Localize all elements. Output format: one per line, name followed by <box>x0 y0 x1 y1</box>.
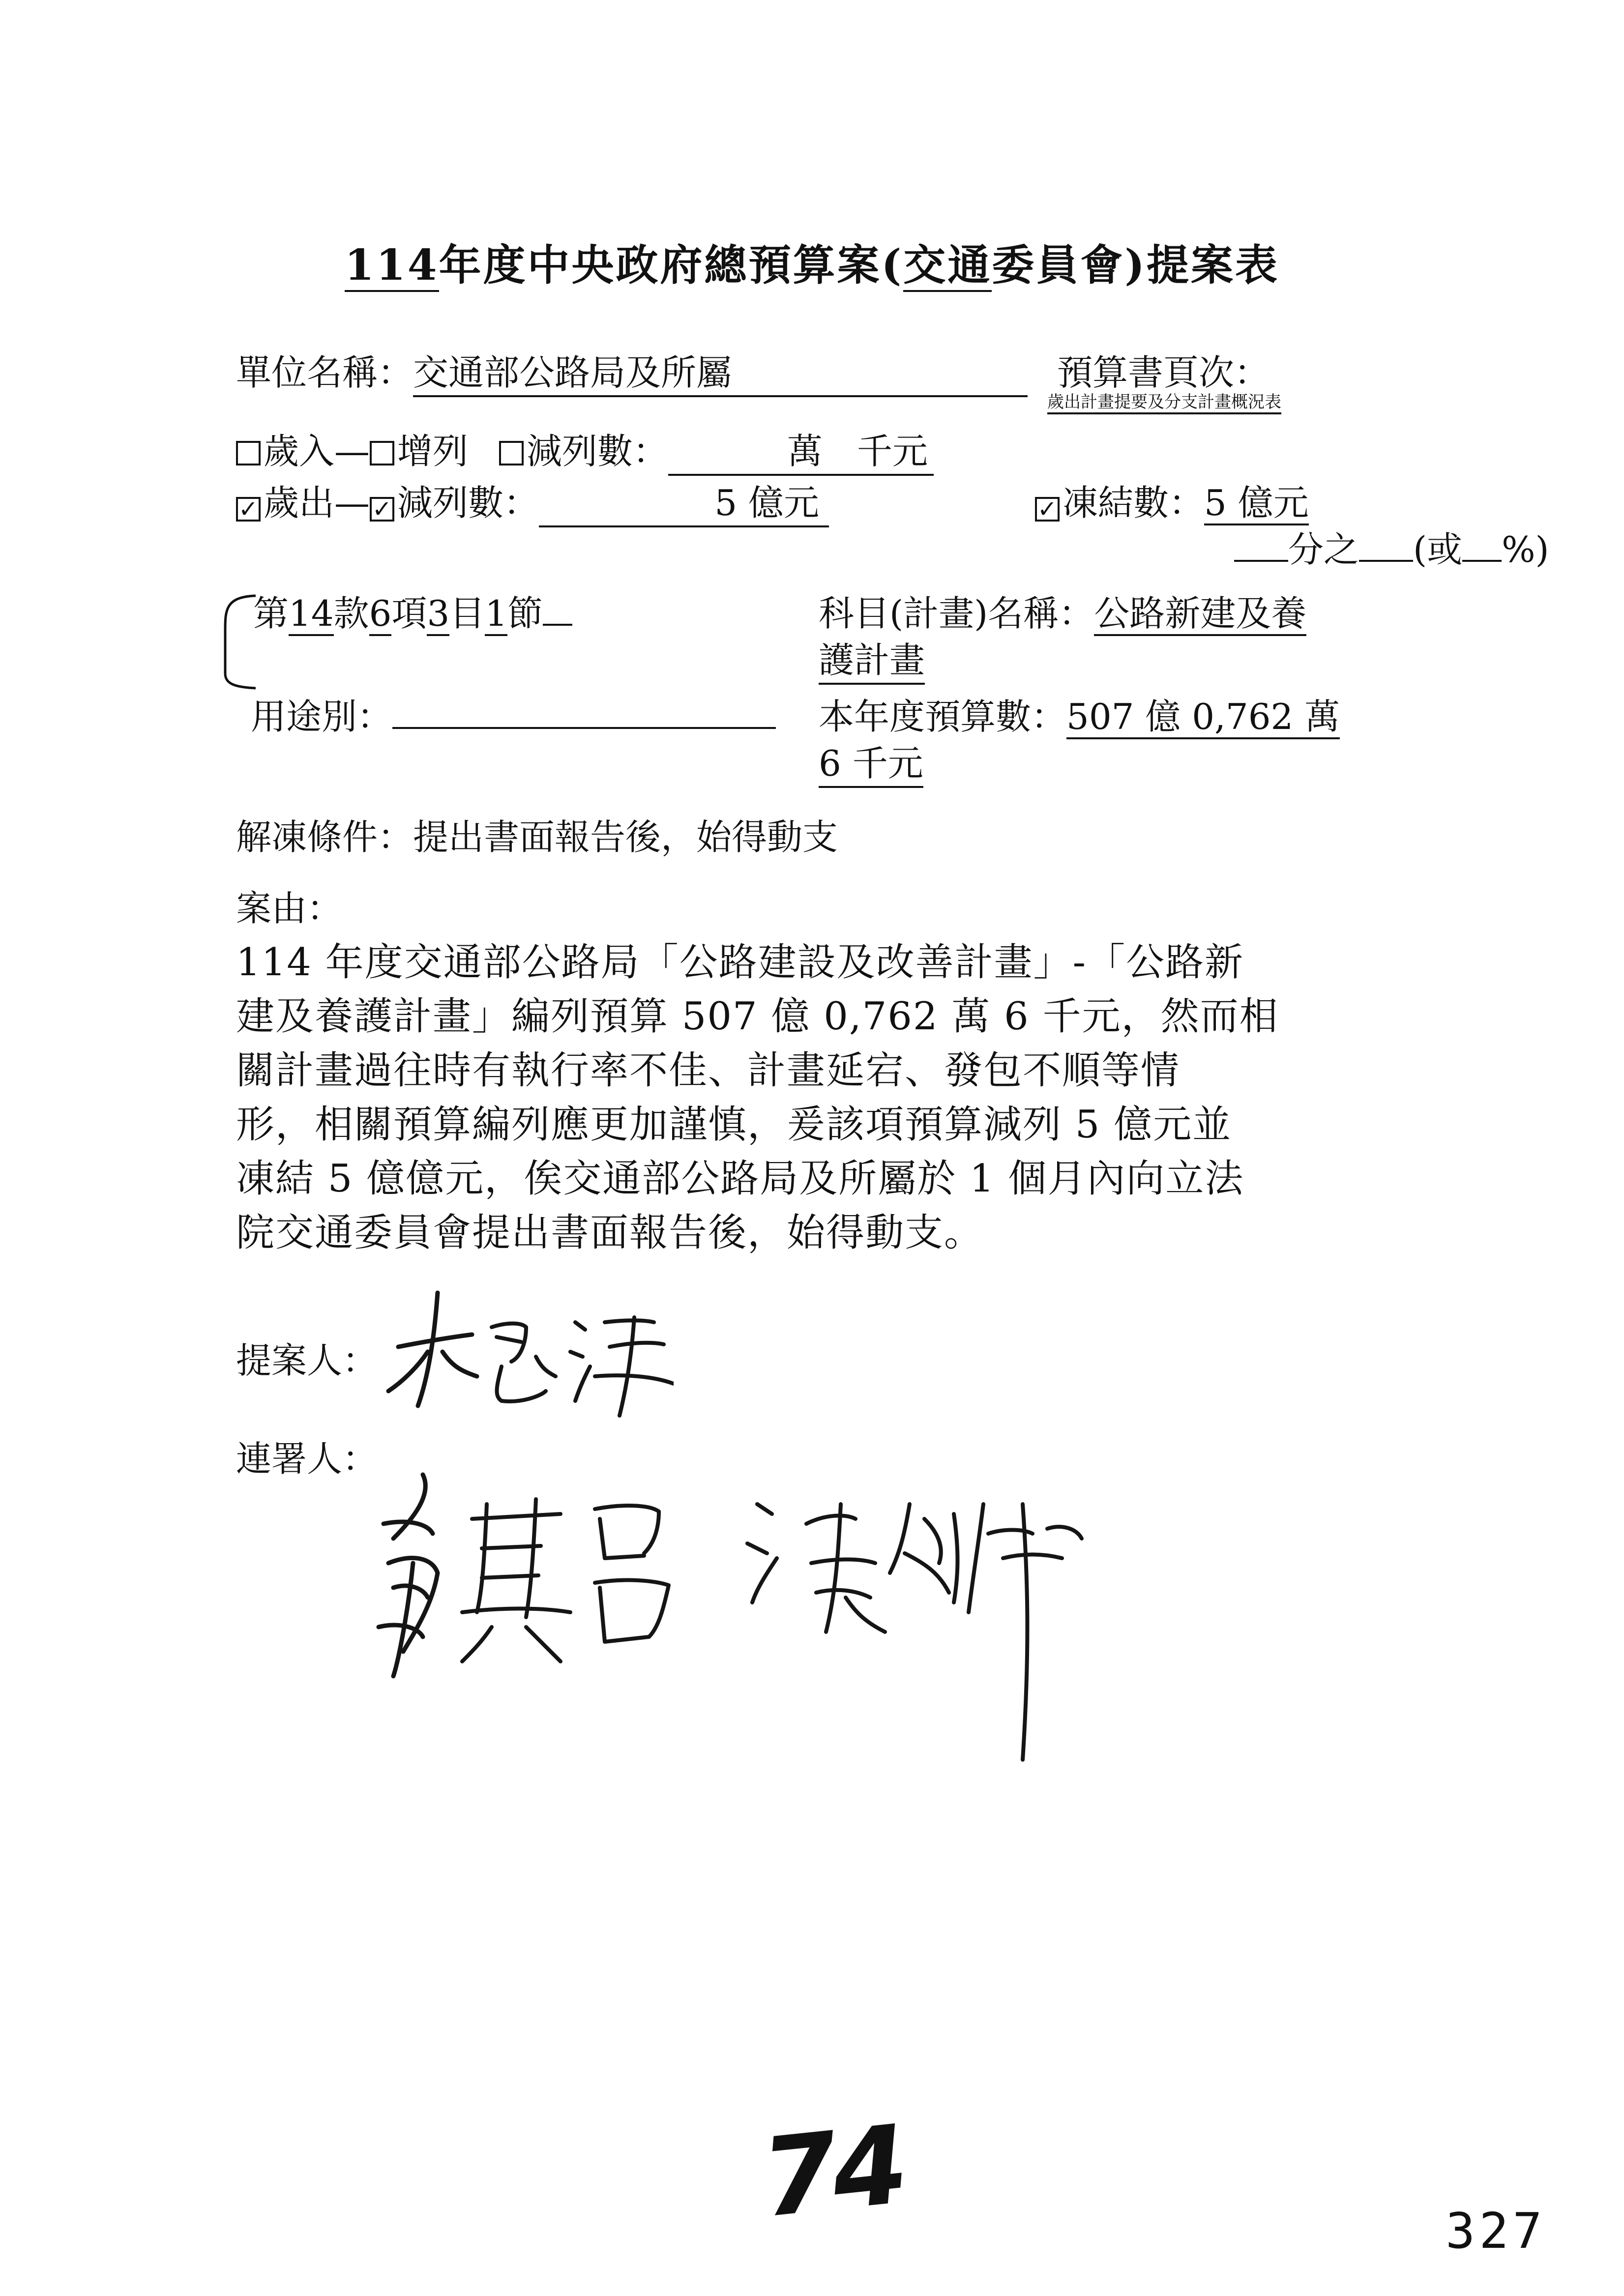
budget-row <box>819 688 1340 739</box>
reason-line-4: 形，相關預算編列應更加謹慎，爰該項預算減列 5 億元並 <box>236 1103 1232 1147</box>
freeze-row <box>1035 474 1309 525</box>
revenue-row <box>236 423 934 476</box>
xiang-label: 項 <box>391 593 427 634</box>
page-number: 327 <box>1446 2202 1546 2260</box>
jie-value: 1 <box>485 593 507 636</box>
xiang-value: 6 <box>369 593 392 636</box>
fraction-row <box>1234 521 1549 572</box>
expense-checkbox[interactable]: ✓ <box>236 497 261 522</box>
unit-name-row <box>236 344 1028 397</box>
title-committee: 交通 <box>903 240 992 292</box>
revenue-label: 歲入— <box>264 431 370 472</box>
fraction-percent-label: %) <box>1502 529 1549 570</box>
revenue-decrease-label: 減列數： <box>526 431 668 472</box>
budget-page-note: 歲出計畫提要及分支計畫概況表 <box>1047 388 1281 414</box>
category-row <box>253 585 572 636</box>
revenue-amount-field <box>668 423 934 476</box>
proposer-signature-image <box>379 1273 674 1421</box>
cosigner-signature-image-1 <box>364 1465 683 1691</box>
reason-line-5: 凍結 5 億億元，俟交通部公路局及所屬於 1 個月內向立法 <box>236 1157 1244 1201</box>
proposer-label: 提案人： <box>236 1340 378 1381</box>
freeze-label: 凍結數： <box>1063 482 1205 523</box>
reason-line-6: 院交通委員會提出書面報告後，始得動支。 <box>236 1211 984 1255</box>
cosigner-signature-image-2 <box>728 1475 1101 1770</box>
revenue-decrease-checkbox[interactable] <box>499 441 524 465</box>
kuan-label: 款 <box>333 593 369 634</box>
cosigner-label: 連署人： <box>236 1438 378 1480</box>
expense-row <box>236 474 829 527</box>
increase-checkbox[interactable] <box>370 441 394 465</box>
unit-name-label: 單位名稱： <box>236 352 413 393</box>
usage-label: 用途別： <box>251 696 393 737</box>
unit-name-value: 交通部公路局及所屬 <box>413 344 1028 397</box>
revenue-amount-wan: 萬 <box>787 431 823 472</box>
usage-value-field <box>392 727 776 729</box>
budget-value-line1: 507 億 0,762 萬 <box>1066 696 1340 739</box>
title-year: 114 <box>345 240 439 292</box>
expense-label: 歲出— <box>264 482 370 523</box>
increase-label: 增列 <box>397 431 469 472</box>
jie-label: 節 <box>507 593 543 634</box>
budget-label: 本年度預算數： <box>819 696 1067 737</box>
expense-decrease-label: 減列數： <box>397 482 539 523</box>
revenue-amount-qian: 千元 <box>856 431 928 472</box>
title-part-1: 年度中央政府總預算案( <box>439 240 904 290</box>
expense-decrease-amount: 5 億元 <box>539 474 829 527</box>
revenue-checkbox[interactable] <box>236 441 261 465</box>
handwritten-page-number: 74 <box>756 2101 909 2242</box>
reason-line-3: 關計畫過往時有執行率不佳、計畫延宕、發包不順等情 <box>236 1048 1181 1093</box>
title-part-2: 委員會)提案表 <box>992 240 1279 290</box>
unfreeze-condition: 解凍條件：提出書面報告後，始得動支 <box>236 816 838 858</box>
form-title <box>0 231 1624 292</box>
fraction-part-label: 分之 <box>1288 529 1359 570</box>
subject-value-line2: 護計畫 <box>819 632 925 685</box>
kuan-value: 14 <box>289 593 334 636</box>
mu-label: 目 <box>449 593 485 634</box>
usage-row <box>251 688 776 739</box>
reason-line-1: 114 年度交通部公路局「公路建設及改善計畫」-「公路新 <box>236 940 1244 985</box>
budget-value-line2: 6 千元 <box>819 735 923 788</box>
reason-line-2: 建及養護計畫」編列預算 507 億 0,762 萬 6 千元，然而相 <box>236 994 1279 1039</box>
fraction-or-label: (或 <box>1413 529 1463 570</box>
freeze-checkbox[interactable]: ✓ <box>1035 497 1060 522</box>
subject-value-line1: 公路新建及養 <box>1094 593 1306 636</box>
budget-page-label: 預算書頁次： <box>1057 352 1270 393</box>
reason-label: 案由： <box>236 888 343 929</box>
expense-decrease-checkbox[interactable]: ✓ <box>370 497 394 522</box>
mu-value: 3 <box>427 593 449 636</box>
freeze-amount: 5 億元 <box>1204 482 1309 525</box>
kuan-prefix: 第 <box>253 593 289 634</box>
subject-row <box>819 585 1306 636</box>
subject-label: 科目(計畫)名稱： <box>819 593 1094 634</box>
